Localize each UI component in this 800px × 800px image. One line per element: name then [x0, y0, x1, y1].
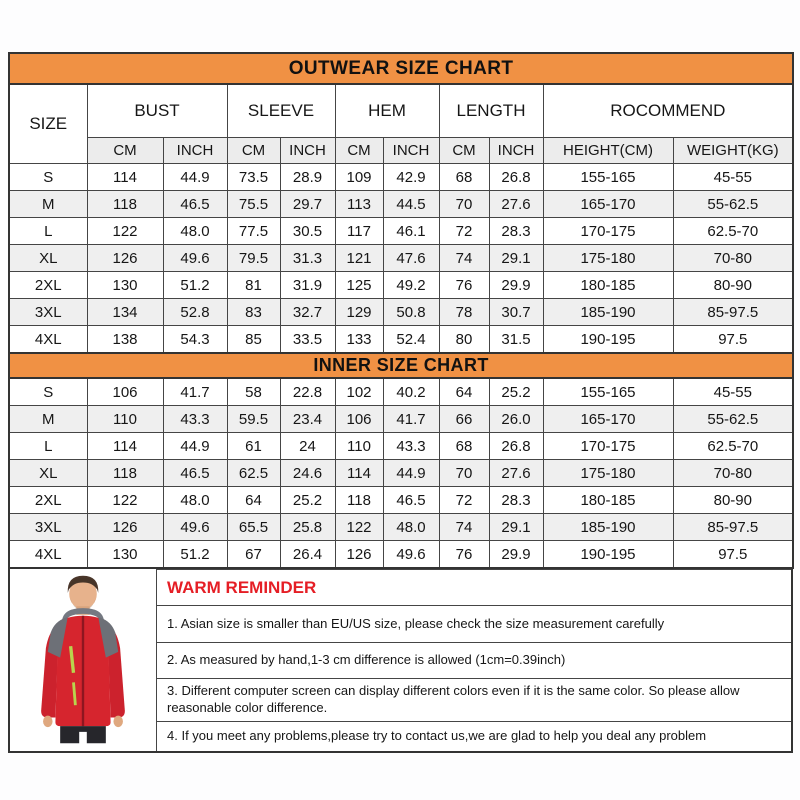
measurement-cell: 106 — [87, 378, 163, 406]
size-label-cell: 4XL — [9, 541, 87, 569]
measurement-cell: 29.1 — [489, 514, 543, 541]
measurement-cell: 41.7 — [383, 406, 439, 433]
measurement-cell: 122 — [87, 218, 163, 245]
measurement-cell: 29.9 — [489, 541, 543, 569]
table-row — [9, 514, 793, 541]
measurement-cell: 180-185 — [543, 272, 673, 299]
table-row — [9, 164, 793, 191]
measurement-cell: 85 — [227, 326, 280, 354]
reminder-note-3: 3. Different computer screen can display different colors even if it is the same color. So please allow reasonable color difference. — [157, 678, 791, 721]
measurement-cell: 122 — [335, 514, 383, 541]
measurement-cell: 83 — [227, 299, 280, 326]
unit-header-row — [9, 138, 793, 164]
measurement-cell: 26.4 — [280, 541, 335, 569]
measurement-cell: 59.5 — [227, 406, 280, 433]
measurement-cell: 121 — [335, 245, 383, 272]
measurement-cell: 62.5-70 — [673, 433, 793, 460]
measurement-cell: 26.0 — [489, 406, 543, 433]
measurement-cell: 110 — [335, 433, 383, 460]
measurement-cell: 49.6 — [163, 245, 227, 272]
measurement-cell: 28.3 — [489, 487, 543, 514]
size-label-cell: 3XL — [9, 514, 87, 541]
measurement-cell: 44.9 — [163, 164, 227, 191]
measurement-cell: 80-90 — [673, 272, 793, 299]
measurement-cell: 45-55 — [673, 164, 793, 191]
inner-rows — [9, 378, 793, 568]
measurement-cell: 23.4 — [280, 406, 335, 433]
measurement-cell: 51.2 — [163, 541, 227, 569]
warm-reminder-title: WARM REMINDER — [157, 569, 791, 605]
unit-header-height: HEIGHT(CM) — [543, 138, 673, 164]
measurement-cell: 29.9 — [489, 272, 543, 299]
measurement-cell: 33.5 — [280, 326, 335, 354]
measurement-cell: 25.2 — [280, 487, 335, 514]
measurement-cell: 49.2 — [383, 272, 439, 299]
size-label-cell: XL — [9, 245, 87, 272]
measurement-cell: 43.3 — [383, 433, 439, 460]
table-row — [9, 191, 793, 218]
measurement-cell: 70 — [439, 191, 489, 218]
table-row — [9, 406, 793, 433]
measurement-cell: 42.9 — [383, 164, 439, 191]
measurement-cell: 46.5 — [383, 487, 439, 514]
measurement-cell: 48.0 — [163, 487, 227, 514]
measurement-cell: 185-190 — [543, 514, 673, 541]
measurement-cell: 52.8 — [163, 299, 227, 326]
measurement-cell: 138 — [87, 326, 163, 354]
measurement-cell: 170-175 — [543, 433, 673, 460]
measurement-cell: 70-80 — [673, 460, 793, 487]
measurement-cell: 25.8 — [280, 514, 335, 541]
measurement-cell: 114 — [87, 164, 163, 191]
man-in-red-jacket-photo — [15, 572, 151, 748]
measurement-cell: 24.6 — [280, 460, 335, 487]
measurement-cell: 114 — [335, 460, 383, 487]
size-label-cell: 2XL — [9, 487, 87, 514]
measurement-cell: 185-190 — [543, 299, 673, 326]
measurement-cell: 47.6 — [383, 245, 439, 272]
measurement-cell: 80-90 — [673, 487, 793, 514]
measurement-cell: 68 — [439, 164, 489, 191]
measurement-cell: 25.2 — [489, 378, 543, 406]
measurement-cell: 126 — [87, 514, 163, 541]
table-row — [9, 541, 793, 569]
measurement-cell: 55-62.5 — [673, 406, 793, 433]
size-label-cell: L — [9, 218, 87, 245]
warm-reminder-section — [8, 569, 793, 753]
measurement-cell: 165-170 — [543, 191, 673, 218]
measurement-cell: 41.7 — [163, 378, 227, 406]
outwear-chart-title: OUTWEAR SIZE CHART — [9, 53, 793, 84]
measurement-cell: 74 — [439, 245, 489, 272]
measurement-cell: 126 — [335, 541, 383, 569]
measurement-cell: 75.5 — [227, 191, 280, 218]
unit-header-inch: INCH — [280, 138, 335, 164]
measurement-cell: 114 — [87, 433, 163, 460]
outwear-banner — [9, 53, 793, 84]
measurement-cell: 50.8 — [383, 299, 439, 326]
measurement-cell: 64 — [227, 487, 280, 514]
measurement-cell: 122 — [87, 487, 163, 514]
measurement-cell: 44.5 — [383, 191, 439, 218]
measurement-cell: 48.0 — [163, 218, 227, 245]
size-label-cell: 3XL — [9, 299, 87, 326]
measurement-cell: 85-97.5 — [673, 514, 793, 541]
measurement-cell: 46.1 — [383, 218, 439, 245]
measurement-cell: 74 — [439, 514, 489, 541]
measurement-cell: 165-170 — [543, 406, 673, 433]
measurement-cell: 155-165 — [543, 164, 673, 191]
table-row — [9, 299, 793, 326]
measurement-cell: 30.5 — [280, 218, 335, 245]
col-header-hem: HEM — [335, 84, 439, 138]
measurement-cell: 29.1 — [489, 245, 543, 272]
measurement-cell: 113 — [335, 191, 383, 218]
measurement-cell: 125 — [335, 272, 383, 299]
measurement-cell: 106 — [335, 406, 383, 433]
reminder-note-1: 1. Asian size is smaller than EU/US size, please check the size measurement carefully — [157, 605, 791, 642]
unit-header-weight: WEIGHT(KG) — [673, 138, 793, 164]
measurement-cell: 130 — [87, 272, 163, 299]
measurement-cell: 73.5 — [227, 164, 280, 191]
measurement-cell: 32.7 — [280, 299, 335, 326]
unit-header-cm: CM — [335, 138, 383, 164]
measurement-cell: 28.3 — [489, 218, 543, 245]
unit-header-inch: INCH — [163, 138, 227, 164]
unit-header-cm: CM — [87, 138, 163, 164]
col-header-sleeve: SLEEVE — [227, 84, 335, 138]
measurement-cell: 26.8 — [489, 164, 543, 191]
table-row — [9, 433, 793, 460]
measurement-cell: 81 — [227, 272, 280, 299]
reminder-note-2: 2. As measured by hand,1-3 cm difference is allowed (1cm=0.39inch) — [157, 642, 791, 678]
measurement-cell: 45-55 — [673, 378, 793, 406]
measurement-cell: 66 — [439, 406, 489, 433]
measurement-cell: 40.2 — [383, 378, 439, 406]
measurement-cell: 79.5 — [227, 245, 280, 272]
measurement-cell: 49.6 — [383, 541, 439, 569]
measurement-cell: 31.3 — [280, 245, 335, 272]
size-label-cell: M — [9, 406, 87, 433]
size-chart-table — [8, 52, 794, 569]
size-label-cell: L — [9, 433, 87, 460]
measurement-cell: 43.3 — [163, 406, 227, 433]
measurement-cell: 85-97.5 — [673, 299, 793, 326]
unit-header-inch: INCH — [383, 138, 439, 164]
measurement-cell: 27.6 — [489, 191, 543, 218]
measurement-cell: 72 — [439, 487, 489, 514]
measurement-cell: 134 — [87, 299, 163, 326]
measurement-cell: 70 — [439, 460, 489, 487]
measurement-cell: 31.5 — [489, 326, 543, 354]
measurement-cell: 30.7 — [489, 299, 543, 326]
measurement-cell: 46.5 — [163, 191, 227, 218]
measurement-cell: 133 — [335, 326, 383, 354]
model-photo-cell — [10, 569, 157, 751]
inner-banner — [9, 353, 793, 378]
measurement-cell: 97.5 — [673, 326, 793, 354]
measurement-cell: 175-180 — [543, 460, 673, 487]
reminder-note-4: 4. If you meet any problems,please try to contact us,we are glad to help you deal any problem — [157, 721, 791, 751]
measurement-cell: 44.9 — [163, 433, 227, 460]
measurement-cell: 180-185 — [543, 487, 673, 514]
measurement-cell: 67 — [227, 541, 280, 569]
measurement-cell: 29.7 — [280, 191, 335, 218]
measurement-cell: 72 — [439, 218, 489, 245]
measurement-cell: 109 — [335, 164, 383, 191]
measurement-cell: 110 — [87, 406, 163, 433]
measurement-cell: 102 — [335, 378, 383, 406]
size-label-cell: XL — [9, 460, 87, 487]
table-row — [9, 272, 793, 299]
size-label-cell: 2XL — [9, 272, 87, 299]
measurement-cell: 175-180 — [543, 245, 673, 272]
measurement-cell: 62.5 — [227, 460, 280, 487]
col-header-rocommend: ROCOMMEND — [543, 84, 793, 138]
measurement-cell: 65.5 — [227, 514, 280, 541]
measurement-cell: 70-80 — [673, 245, 793, 272]
measurement-cell: 49.6 — [163, 514, 227, 541]
column-group-header-row — [9, 84, 793, 138]
table-row — [9, 487, 793, 514]
size-label-cell: 4XL — [9, 326, 87, 354]
table-row — [9, 378, 793, 406]
measurement-cell: 78 — [439, 299, 489, 326]
measurement-cell: 46.5 — [163, 460, 227, 487]
measurement-cell: 118 — [335, 487, 383, 514]
measurement-cell: 22.8 — [280, 378, 335, 406]
measurement-cell: 31.9 — [280, 272, 335, 299]
measurement-cell: 44.9 — [383, 460, 439, 487]
measurement-cell: 155-165 — [543, 378, 673, 406]
measurement-cell: 129 — [335, 299, 383, 326]
unit-header-cm: CM — [227, 138, 280, 164]
size-label-cell: S — [9, 378, 87, 406]
measurement-cell: 26.8 — [489, 433, 543, 460]
measurement-cell: 48.0 — [383, 514, 439, 541]
measurement-cell: 76 — [439, 541, 489, 569]
outwear-rows — [9, 164, 793, 354]
col-header-bust: BUST — [87, 84, 227, 138]
measurement-cell: 62.5-70 — [673, 218, 793, 245]
size-label-cell: M — [9, 191, 87, 218]
unit-header-cm: CM — [439, 138, 489, 164]
table-row — [9, 460, 793, 487]
measurement-cell: 52.4 — [383, 326, 439, 354]
measurement-cell: 55-62.5 — [673, 191, 793, 218]
table-row — [9, 245, 793, 272]
measurement-cell: 28.9 — [280, 164, 335, 191]
measurement-cell: 170-175 — [543, 218, 673, 245]
measurement-cell: 76 — [439, 272, 489, 299]
measurement-cell: 118 — [87, 191, 163, 218]
table-row — [9, 326, 793, 354]
table-row — [9, 218, 793, 245]
measurement-cell: 118 — [87, 460, 163, 487]
measurement-cell: 117 — [335, 218, 383, 245]
measurement-cell: 64 — [439, 378, 489, 406]
measurement-cell: 190-195 — [543, 326, 673, 354]
col-header-size: SIZE — [9, 84, 87, 164]
measurement-cell: 51.2 — [163, 272, 227, 299]
measurement-cell: 80 — [439, 326, 489, 354]
measurement-cell: 126 — [87, 245, 163, 272]
measurement-cell: 130 — [87, 541, 163, 569]
measurement-cell: 190-195 — [543, 541, 673, 569]
measurement-cell: 27.6 — [489, 460, 543, 487]
unit-header-inch: INCH — [489, 138, 543, 164]
measurement-cell: 61 — [227, 433, 280, 460]
measurement-cell: 97.5 — [673, 541, 793, 569]
measurement-cell: 54.3 — [163, 326, 227, 354]
size-label-cell: S — [9, 164, 87, 191]
measurement-cell: 24 — [280, 433, 335, 460]
measurement-cell: 77.5 — [227, 218, 280, 245]
measurement-cell: 68 — [439, 433, 489, 460]
inner-chart-title: INNER SIZE CHART — [9, 353, 793, 378]
size-chart-sheet — [8, 52, 793, 753]
col-header-length: LENGTH — [439, 84, 543, 138]
measurement-cell: 58 — [227, 378, 280, 406]
